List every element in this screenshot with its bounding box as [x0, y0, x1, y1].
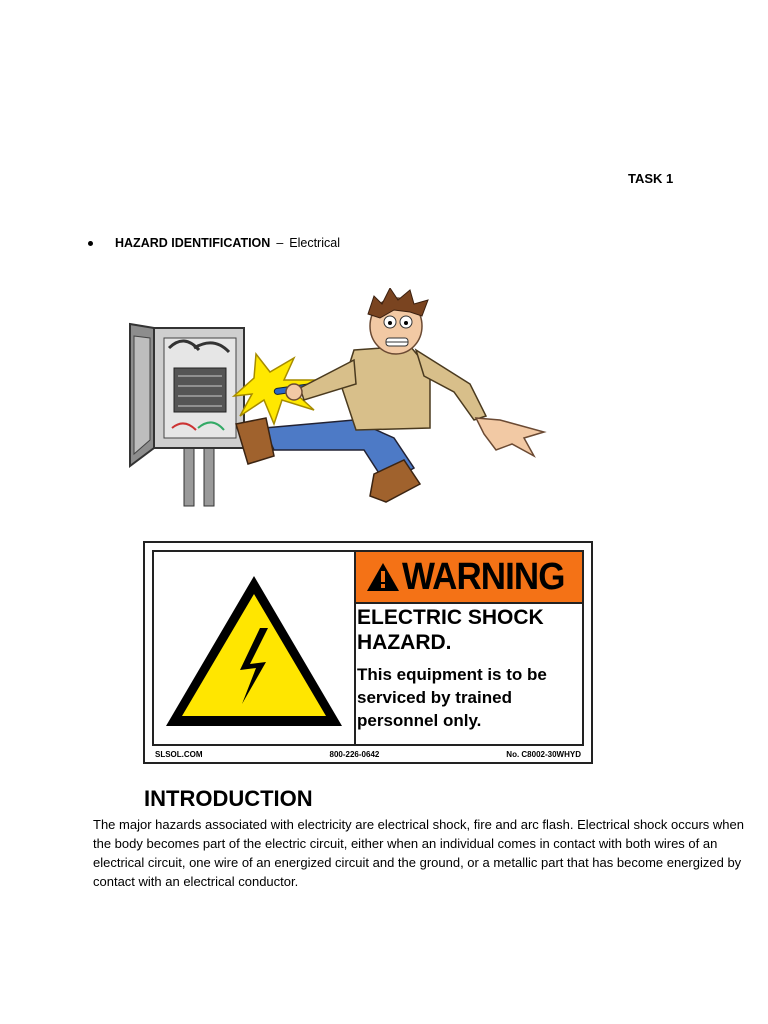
- sign-body-line: personnel only.: [357, 711, 482, 730]
- electrocuted-person-illustration: [124, 288, 554, 510]
- sign-footer: [155, 747, 581, 761]
- sign-body-line: This equipment is to be: [357, 665, 547, 684]
- introduction-heading: INTRODUCTION: [144, 786, 313, 811]
- sign-footer-part-number: No. C8002-30WHYD: [506, 749, 581, 759]
- electrical-panel-icon: [130, 324, 244, 506]
- sign-footer-phone: 800-226-0642: [329, 749, 380, 759]
- sign-heading-line: ELECTRIC SHOCK: [357, 606, 544, 629]
- sign-heading: [357, 605, 577, 655]
- alert-triangle-icon: [366, 562, 400, 592]
- sign-heading-line: HAZARD.: [357, 631, 452, 654]
- hazard-separator: –: [276, 236, 284, 250]
- task-label: TASK 1: [628, 171, 674, 186]
- sign-body: [357, 663, 577, 732]
- hazard-bullet-item: [88, 236, 340, 250]
- high-voltage-triangle-icon: [162, 570, 346, 730]
- warning-text: WARNING: [402, 555, 565, 598]
- introduction-paragraph: The major hazards associated with electricity are electrical shock, fire and arc flash. Electrical shock occurs when the body becomes part of the electric circuit, either when an individual comes in contact with both wires of an electrical circuit, one wire of an energized circuit and the ground, or a metallic part that has become energized by contact with an electrical conductor.: [93, 817, 744, 889]
- bullet-icon: [88, 241, 93, 246]
- sign-symbol-panel: [154, 552, 356, 744]
- electric-shock-warning-sign: [143, 541, 593, 764]
- hazard-type: Electrical: [289, 236, 340, 250]
- sign-footer-website: SLSOL.COM: [155, 749, 203, 759]
- sign-body-line: serviced by trained: [357, 688, 512, 707]
- hazard-title: HAZARD IDENTIFICATION: [115, 236, 271, 250]
- warning-banner: [356, 552, 582, 604]
